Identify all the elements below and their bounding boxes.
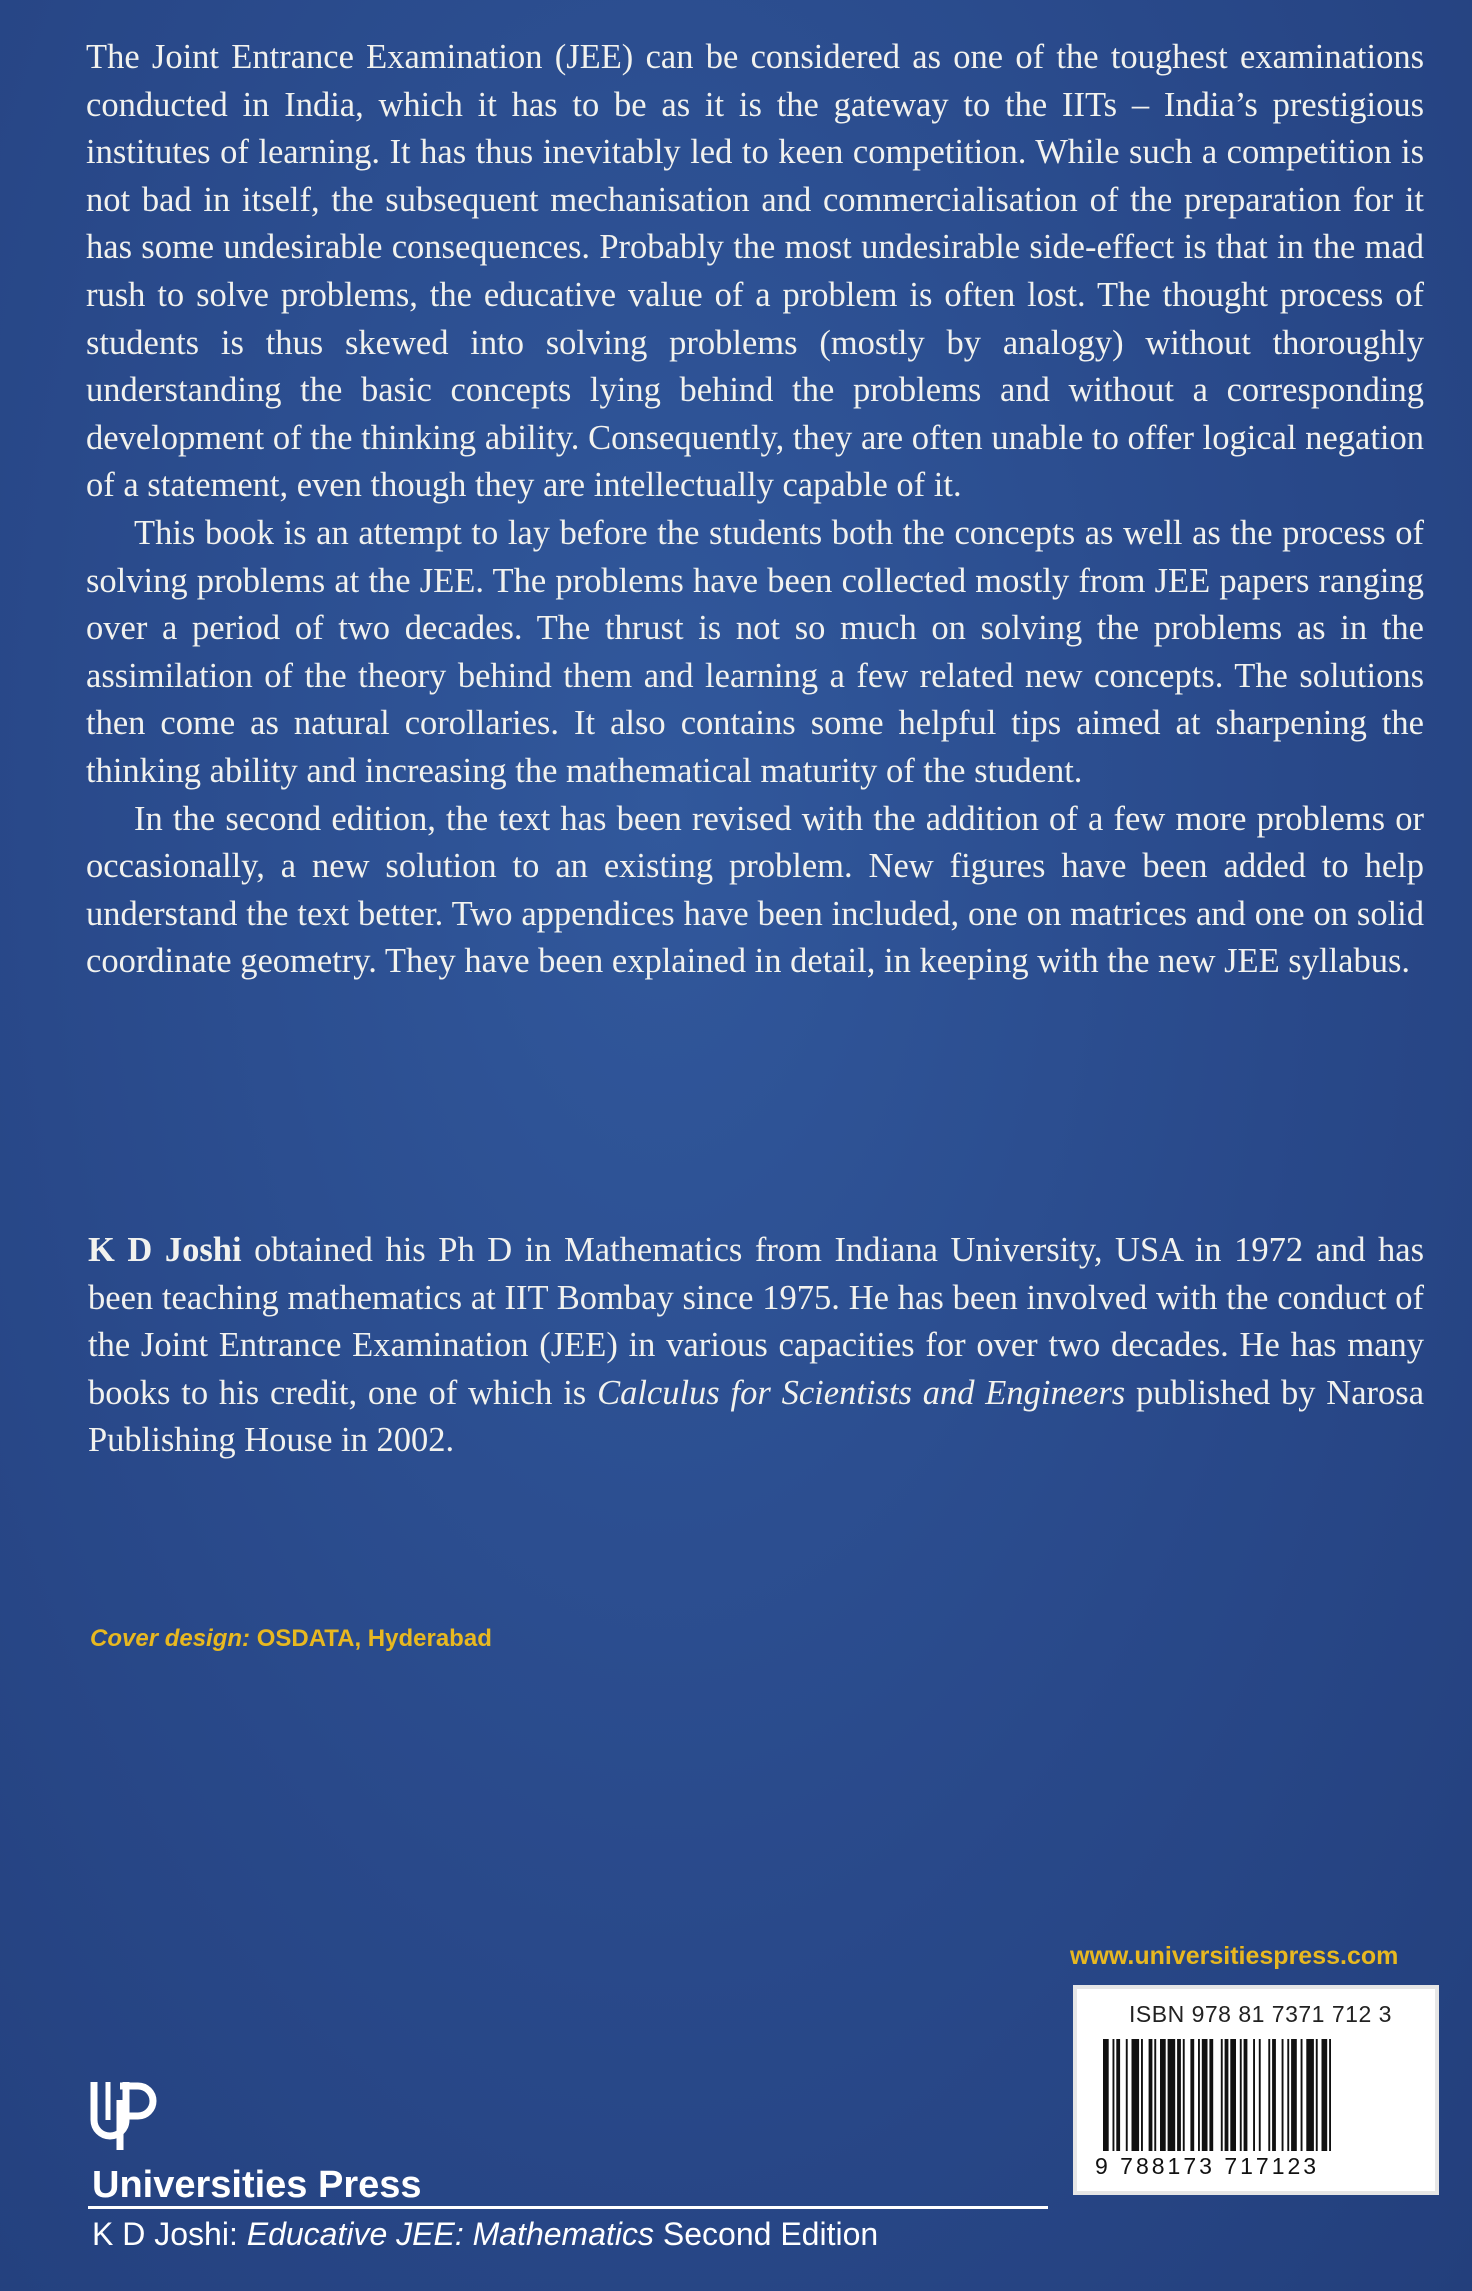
barcode-digits: 9 788173 717123 (1095, 2153, 1320, 2179)
footer-edition: Second Edition (654, 2216, 879, 2252)
cover-credit-label: Cover design: (90, 1625, 251, 1652)
author-bio-text: obtained his Ph D in Mathematics from Indiana University, USA in 1972 and has been teaching mathematics at IIT Bombay since 1975. He has been involved with the conduct of the Joint Entrance Examination (JEE) in various capacities for over two decades. He has many books to his credit, one of which is (88, 1231, 1425, 1412)
barcode-bars (1099, 2039, 1409, 2159)
isbn-label: ISBN 978 81 7371 712 3 (1129, 2001, 1392, 2027)
blurb-text (86, 34, 1424, 986)
footer-title-line (92, 2216, 878, 2253)
author-name: K D Joshi (88, 1231, 242, 1269)
blurb-paragraph-3: In the second edition, the text has been revised with the addition of a few more problems or occasionally, a new solution to an existing problem. New figures have been added to help understand the text better. Two appendices have been included, one on matrices and one on solid coordinate geometry. They have been explained in detail, in keeping with the new JEE syllabus. (86, 799, 1424, 981)
isbn-barcode (1073, 1985, 1439, 2195)
author-bio (88, 1227, 1424, 1465)
universities-press-logo-icon (88, 2076, 168, 2156)
cover-credit (90, 1625, 492, 1653)
cover-credit-value: OSDATA, Hyderabad (250, 1625, 492, 1652)
footer-book-title: Educative JEE: Mathematics (246, 2216, 654, 2252)
publisher-name: Universities Press (92, 2164, 422, 2206)
footer-author: K D Joshi: (92, 2216, 247, 2252)
author-bio-text-end: published by Narosa Publishing House in 2002. (88, 1373, 1425, 1460)
blurb-paragraph-2: This book is an attempt to lay before the students both the concepts as well as the process of solving problems at the JEE. The problems have been collected mostly from JEE papers ranging over a period of two decades. The thrust is not so much on solving the problems as in the assimilation of the theory behind them and learning a few related new concepts. The solutions then come as natural corollaries. It also contains some helpful tips aimed at sharpening the thinking ability and increasing the mathematical maturity of the student. (86, 513, 1424, 790)
author-book-title: Calculus for Scientists and Engineers (597, 1373, 1126, 1412)
publisher-website: www.universitiespress.com (1070, 1942, 1399, 1970)
footer-divider (88, 2206, 1048, 2209)
blurb-paragraph-1: The Joint Entrance Examination (JEE) can be considered as one of the toughest examinations conducted in India, which it has to be as it is the gateway to the IITs – India’s prestigious institutes of learning. It has thus inevitably led to keen competition. While such a competition is not bad in itself, the subsequent mechanisation and commercialisation of the preparation for it has some undesirable consequences. Probably the most undesirable side-effect is that in the mad rush to solve problems, the educative value of a problem is often lost. The thought process of students is thus skewed into solving problems (mostly by analogy) without thoroughly understanding the basic concepts lying behind the problems and without a corresponding development of the thinking ability. Consequently, they are often unable to offer logical negation of a statement, even though they are intellectually capable of it. (86, 38, 1424, 505)
